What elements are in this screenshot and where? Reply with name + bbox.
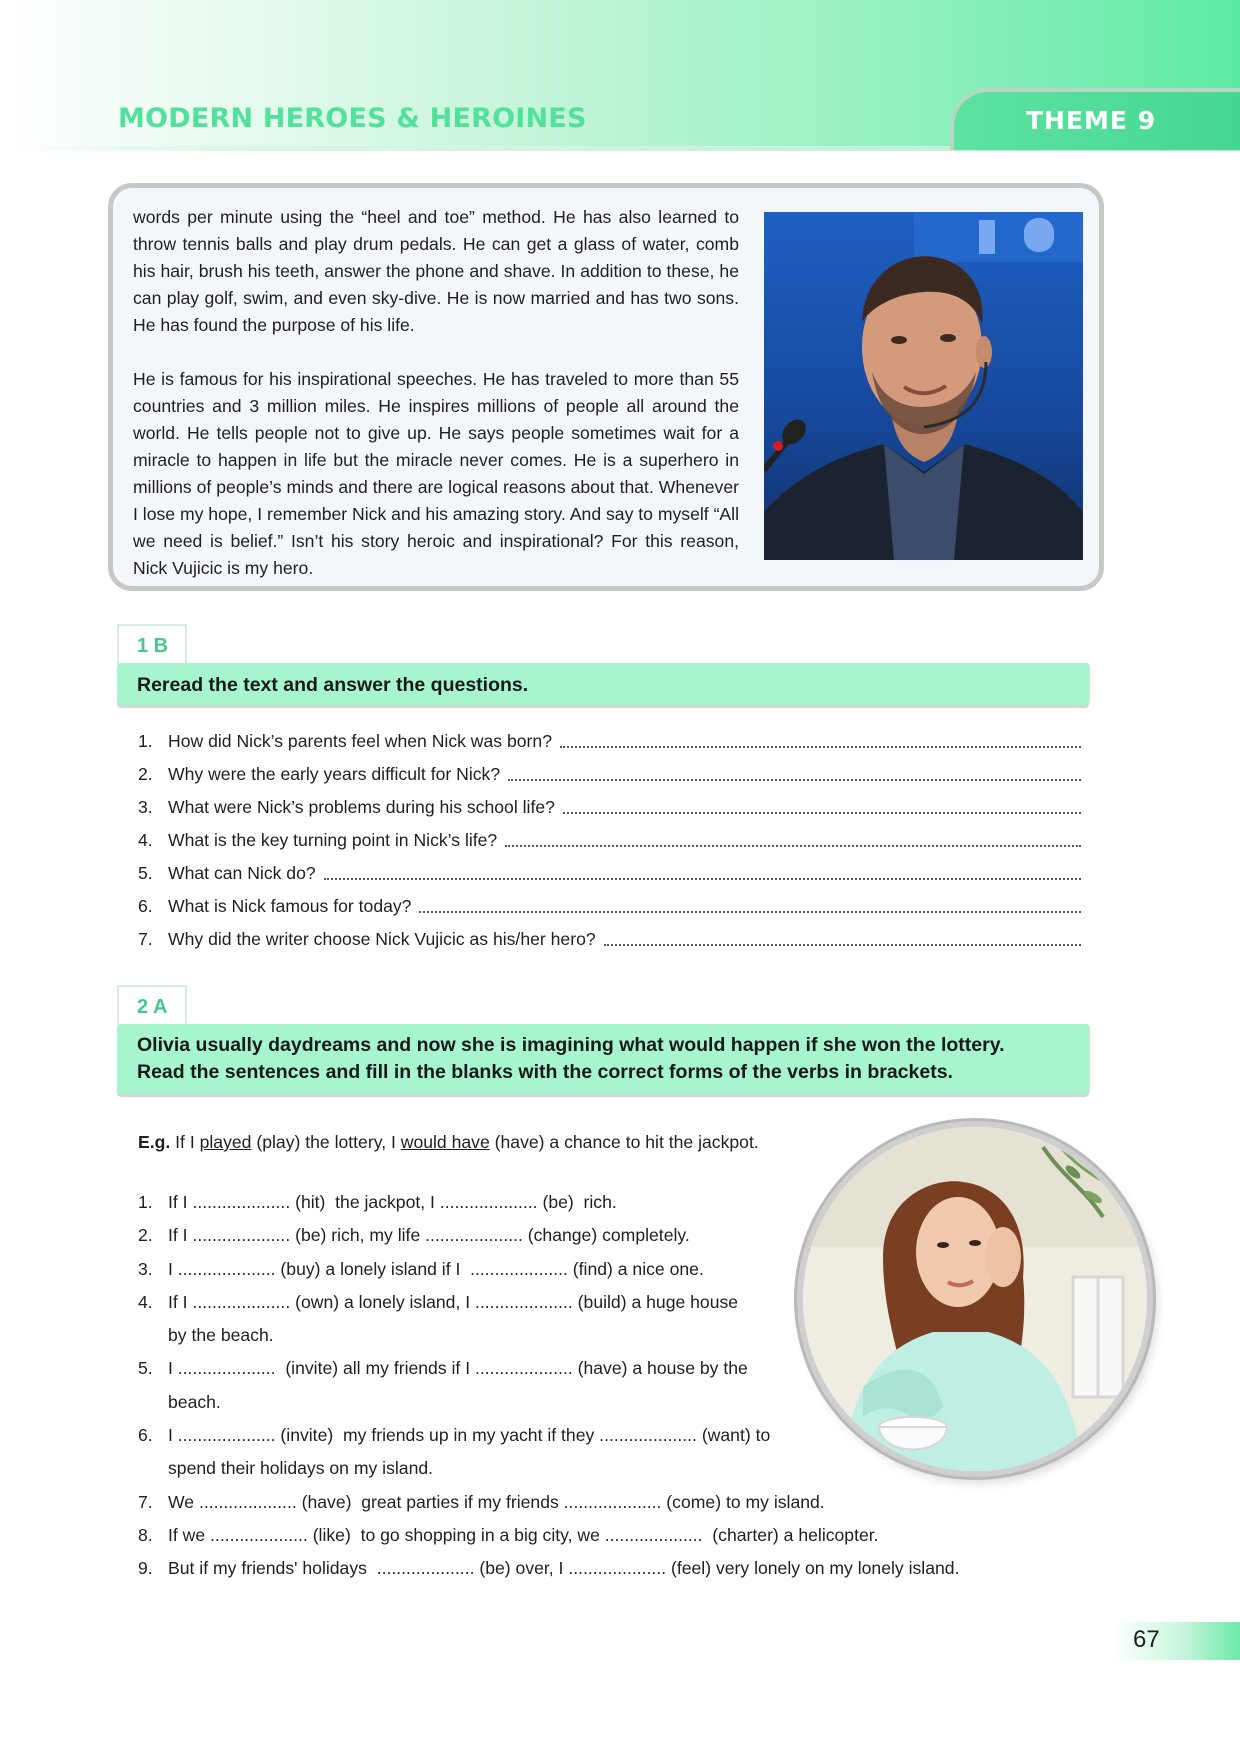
question-number: 2.	[138, 764, 153, 784]
question-item	[138, 729, 1081, 762]
instruction-text: Read the sentences and fill in the blanks with the correct forms of the verbs in brackets.	[137, 1061, 953, 1083]
question-item	[138, 927, 1081, 960]
question-item	[138, 828, 1081, 861]
theme-label: THEME 9	[1026, 106, 1157, 135]
reading-box	[108, 183, 1104, 591]
theme-tab	[950, 88, 1240, 150]
reading-paragraph: words per minute using the “heel and toe” method. He has also learned to throw tennis balls and play drum pedals. He can get a glass of water, comb his hair, brush his teeth, answer the phone and shave. In addition to these, he can play golf, swim, and even sky-dive. He is now married and has two sons. He has found the purpose of his life.	[133, 207, 739, 335]
page-number: 67	[1133, 1626, 1160, 1653]
question-item	[138, 894, 1081, 927]
question-number: 3.	[138, 797, 153, 817]
exercise-number: 7.	[138, 1491, 153, 1512]
question-number: 5.	[138, 863, 153, 883]
question-list	[138, 729, 1081, 960]
exercise-number: 9.	[138, 1558, 153, 1579]
answer-line[interactable]	[324, 860, 1081, 880]
question-text: Why did the writer choose Nick Vujicic as his/her hero?	[168, 929, 596, 949]
section-label-1b: 1 B	[117, 624, 187, 664]
question-text: How did Nick’s parents feel when Nick was born?	[168, 731, 552, 751]
olivia-photo	[797, 1121, 1153, 1477]
question-item	[138, 762, 1081, 795]
instruction-text: Reread the text and answer the questions.	[137, 674, 529, 696]
question-text: What can Nick do?	[168, 863, 316, 883]
question-text: What is the key turning point in Nick’s life?	[168, 830, 498, 850]
question-item	[138, 861, 1081, 894]
example-sentence	[138, 1130, 759, 1154]
question-number: 6.	[138, 896, 153, 916]
reading-text	[133, 204, 739, 582]
answer-line[interactable]	[563, 794, 1081, 814]
question-number: 7.	[138, 929, 153, 949]
question-text: What were Nick’s problems during his school life?	[168, 797, 555, 817]
exercise-text[interactable]: I .................... (buy) a lonely island if I .................... (find) a nice one.	[168, 1258, 704, 1279]
chapter-title: MODERN HEROES & HEROINES	[118, 103, 587, 134]
answer-line[interactable]	[505, 827, 1081, 847]
exercise-text[interactable]: If I .................... (hit) the jackpot, I .................... (be) rich.	[168, 1192, 617, 1212]
exercise-number: 3.	[138, 1258, 153, 1279]
exercise-text[interactable]: If we .................... (like) to go shopping in a big city, we .................... (charter) a helicopter.	[168, 1524, 879, 1545]
exercise-number: 6.	[138, 1425, 153, 1446]
answer-line[interactable]	[419, 893, 1081, 913]
exercise-number: 1.	[138, 1192, 153, 1212]
exercise-text[interactable]: I .................... (invite) my friends up in my yacht if they .................... (want) to spend their holidays on my island.	[168, 1425, 771, 1479]
exercise-number: 5.	[138, 1358, 153, 1379]
question-number: 1.	[138, 731, 153, 751]
exercise-item	[138, 1486, 1038, 1519]
exercise-text[interactable]: But if my friends' holidays .................... (be) over, I .................... (feel) very lonely on my lonely island.	[168, 1558, 960, 1579]
reading-paragraph: He is famous for his inspirational speeches. He has traveled to more than 55 countries and 3 million miles. He inspires millions of people all around the world. He tells people not to give up. He says people sometimes wait for a miracle to happen in life but the miracle never comes. He is a superhero in millions of people’s minds and there are logical reasons about that. Whenever I lose my hope, I remember Nick and his amazing story. And say to myself “All we need is belief.” Isn’t his story heroic and inspirational? For this reason, Nick Vujicic is my hero.	[133, 369, 739, 578]
instruction-bar-1b	[117, 663, 1089, 705]
exercise-item	[138, 1552, 1038, 1585]
portrait-photo-circle-icon	[803, 1127, 1147, 1471]
example-prefix: E.g.	[138, 1132, 171, 1152]
exercise-number: 8.	[138, 1524, 153, 1545]
exercise-number: 2.	[138, 1225, 153, 1246]
question-text: What is Nick famous for today?	[168, 896, 412, 916]
instruction-text: Olivia usually daydreams and now she is imagining what would happen if she won the lottery.	[137, 1034, 1005, 1056]
portrait-photo-icon	[764, 212, 1083, 560]
example-text: If I	[170, 1132, 200, 1152]
answer-line[interactable]	[560, 728, 1081, 748]
question-number: 4.	[138, 830, 153, 850]
example-text: (have) a chance to hit the jackpot.	[489, 1132, 759, 1152]
instruction-bar-2a	[117, 1024, 1089, 1094]
nick-vujicic-photo	[764, 212, 1083, 560]
answer-line[interactable]	[604, 926, 1081, 946]
exercise-text[interactable]: I .................... (invite) all my friends if I .................... (have) a house by the beach.	[168, 1358, 748, 1412]
exercise-text[interactable]: We .................... (have) great parties if my friends .................... (come) to my island.	[168, 1491, 825, 1512]
exercise-text[interactable]: If I .................... (be) rich, my life .................... (change) completely.	[168, 1225, 690, 1246]
example-text: (play) the lottery, I	[251, 1132, 401, 1152]
question-text: Why were the early years difficult for Nick?	[168, 764, 501, 784]
example-answer: would have	[400, 1132, 490, 1152]
question-item	[138, 795, 1081, 828]
exercise-item	[138, 1519, 1038, 1552]
exercise-number: 4.	[138, 1291, 153, 1312]
answer-line[interactable]	[508, 761, 1081, 781]
section-label-2a: 2 A	[117, 985, 187, 1025]
example-answer: played	[199, 1132, 252, 1152]
exercise-text[interactable]: If I .................... (own) a lonely island, I .................... (build) a huge house by the beach.	[168, 1291, 739, 1346]
